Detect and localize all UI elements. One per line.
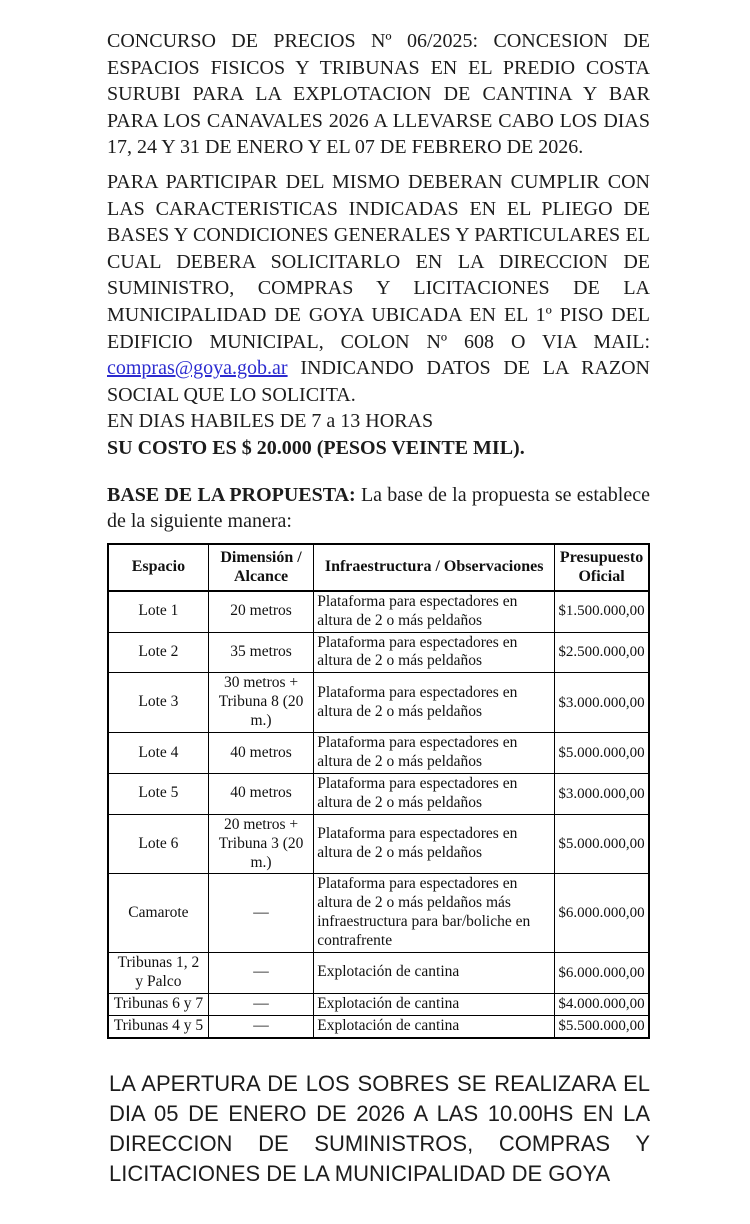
cell-infraestructura: Plataforma para espectadores en altura de 2 o más peldaños <box>314 773 555 814</box>
table-row <box>108 733 649 774</box>
cell-presupuesto: $2.500.000,00 <box>555 632 649 673</box>
table-row <box>108 814 649 874</box>
cell-espacio: Lote 6 <box>108 814 208 874</box>
cell-presupuesto: $4.000.000,00 <box>555 993 649 1015</box>
table-row <box>108 993 649 1015</box>
cell-infraestructura: Plataforma para espectadores en altura de 2 o más peldaños <box>314 632 555 673</box>
base-proposal-heading: BASE DE LA PROPUESTA: <box>107 483 356 506</box>
table-row <box>108 773 649 814</box>
cost-line: SU COSTO ES $ 20.000 (PESOS VEINTE MIL). <box>107 436 525 459</box>
cell-presupuesto: $5.500.000,00 <box>555 1015 649 1037</box>
cell-dimension: — <box>208 993 313 1015</box>
cell-espacio: Tribunas 1, 2 y Palco <box>108 953 208 994</box>
table-header-dimension: Dimensión / Alcance <box>208 544 313 591</box>
cell-espacio: Lote 5 <box>108 773 208 814</box>
cell-dimension: 30 metros + Tribuna 8 (20 m.) <box>208 673 313 733</box>
cell-infraestructura: Plataforma para espectadores en altura de 2 o más peldaños <box>314 673 555 733</box>
table-header-presupuesto: Presupuesto Oficial <box>555 544 649 591</box>
cell-infraestructura: Plataforma para espectadores en altura de 2 o más peldaños <box>314 591 555 632</box>
cell-dimension: 20 metros <box>208 591 313 632</box>
cell-espacio: Lote 4 <box>108 733 208 774</box>
table-row <box>108 673 649 733</box>
closing-paragraph: LA APERTURA DE LOS SOBRES SE REALIZARA EL DIA 05 DE ENERO DE 2026 A LAS 10.00HS EN LA DIRECCION DE SUMINISTROS, COMPRAS Y LICITACIONES DE LA MUNICIPALIDAD DE GOYA <box>109 1070 650 1186</box>
cell-espacio: Lote 1 <box>108 591 208 632</box>
table-header-infraestructura: Infraestructura / Observaciones <box>314 544 555 591</box>
cell-dimension: 40 metros <box>208 773 313 814</box>
cell-infraestructura: Plataforma para espectadores en altura de 2 o más peldaños <box>314 733 555 774</box>
email-link[interactable]: compras@goya.gob.ar <box>107 357 288 380</box>
cell-dimension: — <box>208 1015 313 1037</box>
cell-dimension: 20 metros + Tribuna 3 (20 m.) <box>208 814 313 874</box>
cell-dimension: 40 metros <box>208 733 313 774</box>
cell-infraestructura: Explotación de cantina <box>314 953 555 994</box>
cell-dimension: 35 metros <box>208 632 313 673</box>
cell-espacio: Camarote <box>108 874 208 953</box>
cell-presupuesto: $3.000.000,00 <box>555 673 649 733</box>
cell-infraestructura: Plataforma para espectadores en altura de 2 o más peldaños más infraestructura para bar/boliche en contrafrente <box>314 874 555 953</box>
table-header-row <box>108 544 649 591</box>
cell-dimension: — <box>208 874 313 953</box>
base-proposal-paragraph <box>107 482 650 535</box>
cell-dimension: — <box>208 953 313 994</box>
table-row <box>108 953 649 994</box>
cell-infraestructura: Plataforma para espectadores en altura de 2 o más peldaños <box>314 814 555 874</box>
cell-espacio: Lote 2 <box>108 632 208 673</box>
table-row <box>108 874 649 953</box>
cell-presupuesto: $1.500.000,00 <box>555 591 649 632</box>
table-header-espacio: Espacio <box>108 544 208 591</box>
table-row <box>108 1015 649 1037</box>
cell-presupuesto: $3.000.000,00 <box>555 773 649 814</box>
title-paragraph: CONCURSO DE PRECIOS Nº 06/2025: CONCESION DE ESPACIOS FISICOS Y TRIBUNAS EN EL PREDIO COSTA SURUBI PARA LA EXPLOTACION DE CANTINA Y BAR PARA LOS CANAVALES 2026 A LLEVARSE CABO LOS DIAS 17, 24 Y 31 DE ENERO Y EL 07 DE FEBRERO DE 2026. <box>107 30 650 159</box>
cell-presupuesto: $6.000.000,00 <box>555 874 649 953</box>
table-row <box>108 632 649 673</box>
table-row <box>108 591 649 632</box>
base-proposal-text: La base de la propuesta se establece de la siguiente manera: <box>107 483 650 533</box>
cell-espacio: Tribunas 6 y 7 <box>108 993 208 1015</box>
cell-presupuesto: $6.000.000,00 <box>555 953 649 994</box>
cell-espacio: Tribunas 4 y 5 <box>108 1015 208 1037</box>
cell-presupuesto: $5.000.000,00 <box>555 814 649 874</box>
participation-text-after-link: INDICANDO DATOS DE LA RAZON SOCIAL QUE LO SOLICITA. <box>107 357 650 406</box>
cell-infraestructura: Explotación de cantina <box>314 1015 555 1037</box>
proposal-table <box>107 543 650 1039</box>
cell-espacio: Lote 3 <box>108 673 208 733</box>
cell-presupuesto: $5.000.000,00 <box>555 733 649 774</box>
participation-text-before-link: PARA PARTICIPAR DEL MISMO DEBERAN CUMPLIR CON LAS CARACTERISTICAS INDICADAS EN EL PLIEGO DE BASES Y CONDICIONES GENERALES Y PARTICULARES EL CUAL DEBERA SOLICITARLO EN LA DIRECCION DE SUMINISTRO, COMPRAS Y LICITACIONES DE LA MUNICIPALIDAD DE GOYA UBICADA EN EL 1º PISO DEL EDIFICIO MUNICIPAL, COLON Nº 608 O VIA MAIL: <box>107 170 650 353</box>
cell-infraestructura: Explotación de cantina <box>314 993 555 1015</box>
participation-paragraph <box>107 169 650 462</box>
office-hours-line: EN DIAS HABILES DE 7 a 13 HORAS <box>107 410 434 433</box>
